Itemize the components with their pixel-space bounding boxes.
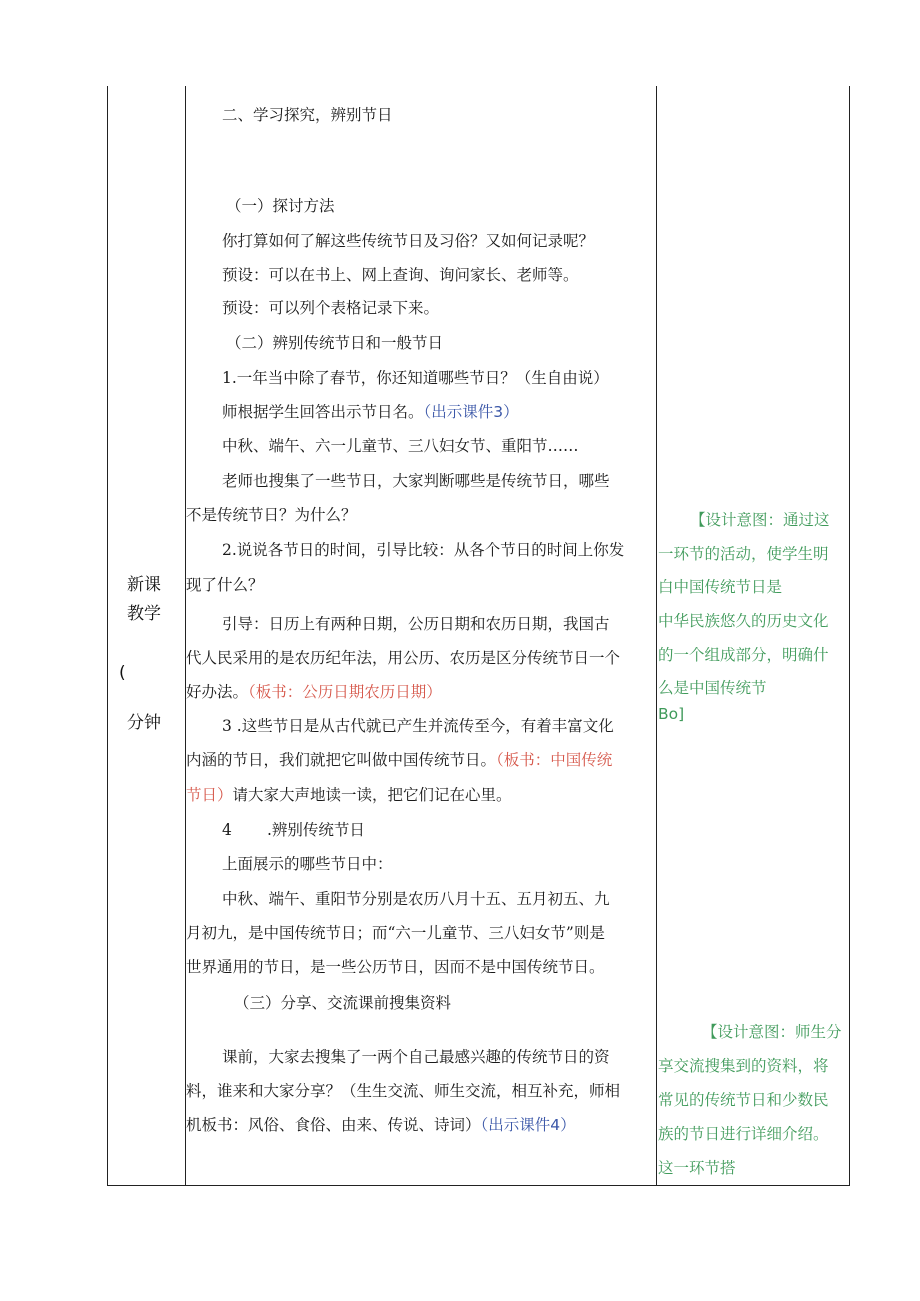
paragraph-text: 师根据学生回答出示节日名。 bbox=[222, 403, 424, 421]
design-intent-2: 这一环节搭 bbox=[658, 1159, 736, 1177]
paragraph: 课前，大家去搜集了一两个自己最感兴趣的传统节日的资 bbox=[222, 1048, 610, 1066]
paragraph: 你打算如何了解这些传统节日及习俗？又如何记录呢？ bbox=[222, 232, 595, 250]
question-4: .辨别传统节日 bbox=[267, 821, 365, 839]
section-label-line2: 教学 bbox=[127, 604, 161, 624]
paragraph: 上面展示的哪些节日中： bbox=[222, 855, 393, 873]
paragraph-text: 请大家大声地读一读，把它们记在心里。 bbox=[232, 786, 512, 804]
paragraph bbox=[186, 1115, 576, 1135]
paragraph: 代人民采用的是农历纪年法，用公历、农历是区分传统节日一个 bbox=[186, 649, 621, 667]
paragraph: 老师也搜集了一些节日，大家判断哪些是传统节日，哪些 bbox=[222, 472, 610, 490]
paragraph bbox=[222, 402, 519, 422]
design-intent-1: 一环节的活动，使学生明 bbox=[658, 545, 829, 563]
question-2: 现了什么？ bbox=[186, 576, 264, 594]
paragraph: 世界通用的节日，是一些公历节日，因而不是中国传统节日。 bbox=[186, 958, 605, 976]
design-intent-1: 白中国传统节日是 bbox=[658, 578, 783, 596]
paragraph bbox=[186, 785, 512, 805]
blackboard-note: 节日） bbox=[186, 786, 233, 804]
table-right-border bbox=[849, 86, 850, 1186]
section-label-line3: ( bbox=[119, 663, 126, 683]
paragraph-text: 内涵的节日，我们就把它叫做中国传统节日。 bbox=[186, 751, 497, 769]
paragraph: 不是传统节日？为什么？ bbox=[186, 506, 357, 524]
paragraph: 料，谁来和大家分享？（生生交流、师生交流，相互补充，师相 bbox=[186, 1082, 621, 1100]
festival-list: 中秋、端午、六一儿童节、三八妇女节、重阳节…… bbox=[222, 437, 579, 455]
section-label-line4: 分钟 bbox=[127, 713, 161, 733]
subsection-title-3: （三）分享、交流课前搜集资料 bbox=[234, 994, 452, 1012]
table-divider-1 bbox=[185, 86, 186, 1186]
paragraph: 预设：可以列个表格记录下来。 bbox=[222, 299, 440, 317]
design-intent-1: 么是中国传统节 bbox=[658, 679, 767, 697]
paragraph: 中秋、端午、重阳节分别是农历八月十五、五月初五、九 bbox=[222, 890, 610, 908]
design-intent-1: 的一个组成部分，明确什 bbox=[658, 646, 829, 664]
paragraph bbox=[186, 750, 612, 770]
question-4-number: 4 bbox=[222, 821, 232, 839]
paragraph bbox=[186, 682, 442, 702]
paragraph: 月初九，是中国传统节日；而“六一儿童节、三八妇女节”则是 bbox=[186, 924, 605, 942]
design-intent-2: 常见的传统节日和少数民 bbox=[658, 1091, 829, 1109]
paragraph: 引导：日历上有两种日期，公历日期和农历日期，我国古 bbox=[222, 615, 610, 633]
courseware-note: （出示课件4） bbox=[480, 1116, 576, 1134]
courseware-note: （出示课件3） bbox=[423, 403, 519, 421]
design-intent-2: 族的节日进行详细介绍。 bbox=[658, 1125, 829, 1143]
table-divider-2 bbox=[656, 86, 657, 1186]
paragraph-text: 好办法。 bbox=[186, 683, 249, 701]
design-intent-2: 享交流搜集到的资料，将 bbox=[658, 1057, 829, 1075]
design-intent-1: 中华民族悠久的历史文化 bbox=[658, 612, 829, 630]
table-bottom-border bbox=[107, 1185, 850, 1186]
subsection-title-2: （二）辨别传统节日和一般节日 bbox=[226, 334, 444, 352]
section-label-line1: 新课 bbox=[127, 575, 161, 595]
design-intent-1: 【设计意图：通过这 bbox=[690, 511, 830, 529]
question-3: 3 .这些节日是从古代就已产生并流传至今，有着丰富文化 bbox=[222, 717, 614, 735]
section-title: 二、学习探究，辨别节日 bbox=[222, 106, 393, 124]
paragraph: 预设：可以在书上、网上查询、询问家长、老师等。 bbox=[222, 266, 579, 284]
question-1: 1.一年当中除了春节，你还知道哪些节日？（生自由说） bbox=[222, 369, 609, 387]
blackboard-note: （板书：公历日期农历日期） bbox=[248, 683, 442, 701]
blackboard-note: （板书：中国传统 bbox=[496, 751, 613, 769]
paragraph-text: 机板书：风俗、食俗、由来、传说、诗词） bbox=[186, 1116, 481, 1134]
design-intent-1: Bo] bbox=[658, 705, 685, 723]
subsection-title-1: （一）探讨方法 bbox=[226, 197, 335, 215]
question-2: 2.说说各节日的时间，引导比较：从各个节日的时间上你发 bbox=[222, 541, 625, 559]
design-intent-2: 【设计意图：师生分 bbox=[702, 1023, 842, 1041]
table-left-border bbox=[107, 86, 108, 1186]
